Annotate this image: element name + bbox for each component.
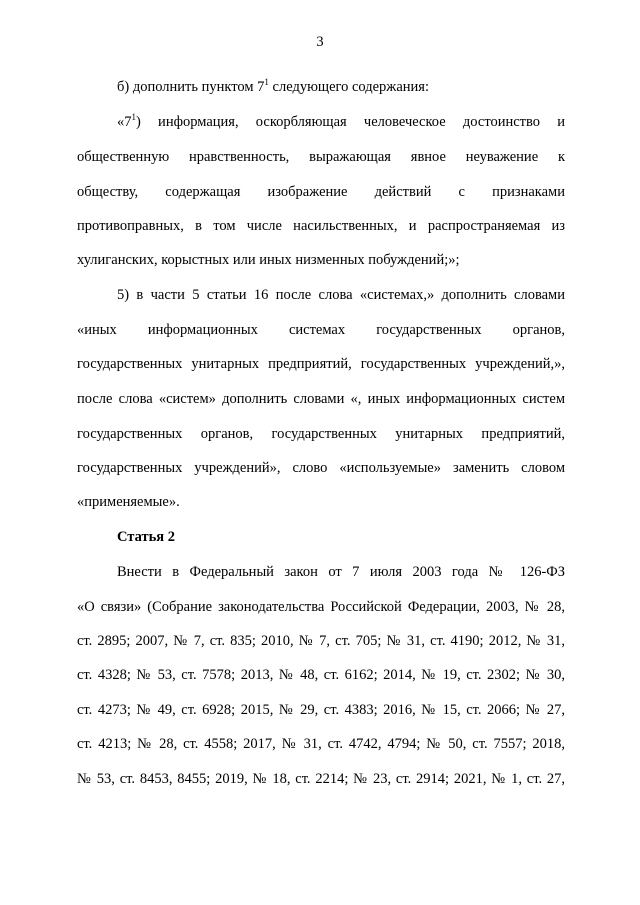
page-number: 3 bbox=[316, 34, 324, 50]
quote-line-2: общественную нравственность, выражающая явное неуважение к bbox=[77, 149, 565, 165]
quote-open: «7 bbox=[117, 114, 132, 130]
article2-line-6: ст. 4213; № 28, ст. 4558; 2017, № 31, ст. 4742, 4794; № 50, ст. 7557; 2018, bbox=[77, 736, 565, 752]
quote-rest: ) информация, оскорбляющая человеческое достоинство и bbox=[136, 114, 565, 130]
item5-line-3: государственных унитарных предприятий, государственных учреждений,», bbox=[77, 356, 565, 372]
quote-line-5: хулиганских, корыстных или иных низменных побуждений;»; bbox=[77, 252, 460, 268]
item5-line-2: «иных информационных системах государственных органов, bbox=[77, 322, 565, 338]
item-b-sup: 1 bbox=[264, 77, 269, 87]
item5-line-1: 5) в части 5 статьи 16 после слова «системах,» дополнить словами bbox=[117, 287, 565, 303]
quote-line-1 bbox=[117, 112, 565, 132]
quote-sup: 1 bbox=[131, 112, 136, 122]
quote-line-3: обществу, содержащая изображение действий с признаками bbox=[77, 184, 565, 200]
item5-line-7: «применяемые». bbox=[77, 494, 180, 510]
item-b-line bbox=[117, 77, 565, 97]
item5-line-5: государственных органов, государственных унитарных предприятий, bbox=[77, 426, 565, 442]
article2-heading: Статья 2 bbox=[117, 529, 175, 545]
article2-line-5: ст. 4273; № 49, ст. 6928; 2015, № 29, ст. 4383; 2016, № 15, ст. 2066; № 27, bbox=[77, 702, 565, 718]
article2-line-4: ст. 4328; № 53, ст. 7578; 2013, № 48, ст. 6162; 2014, № 19, ст. 2302; № 30, bbox=[77, 667, 565, 683]
item-b-suffix: следующего содержания: bbox=[268, 79, 429, 95]
item5-line-4: после слова «систем» дополнить словами «, иных информационных систем bbox=[77, 391, 565, 407]
article2-line-7: № 53, ст. 8453, 8455; 2019, № 18, ст. 2214; № 23, ст. 2914; 2021, № 1, ст. 27, bbox=[77, 771, 565, 787]
article2-line-2: «О связи» (Собрание законодательства Российской Федерации, 2003, № 28, bbox=[77, 599, 565, 615]
article2-line-3: ст. 2895; 2007, № 7, ст. 835; 2010, № 7, ст. 705; № 31, ст. 4190; 2012, № 31, bbox=[77, 633, 565, 649]
quote-line-4: противоправных, в том числе насильственных, и распространяемая из bbox=[77, 218, 565, 234]
item5-line-6: государственных учреждений», слово «используемые» заменить словом bbox=[77, 460, 565, 476]
article2-line-1: Внести в Федеральный закон от 7 июля 2003 года № 126-ФЗ bbox=[117, 564, 565, 580]
item-b-prefix: б) дополнить пунктом 7 bbox=[117, 79, 265, 95]
